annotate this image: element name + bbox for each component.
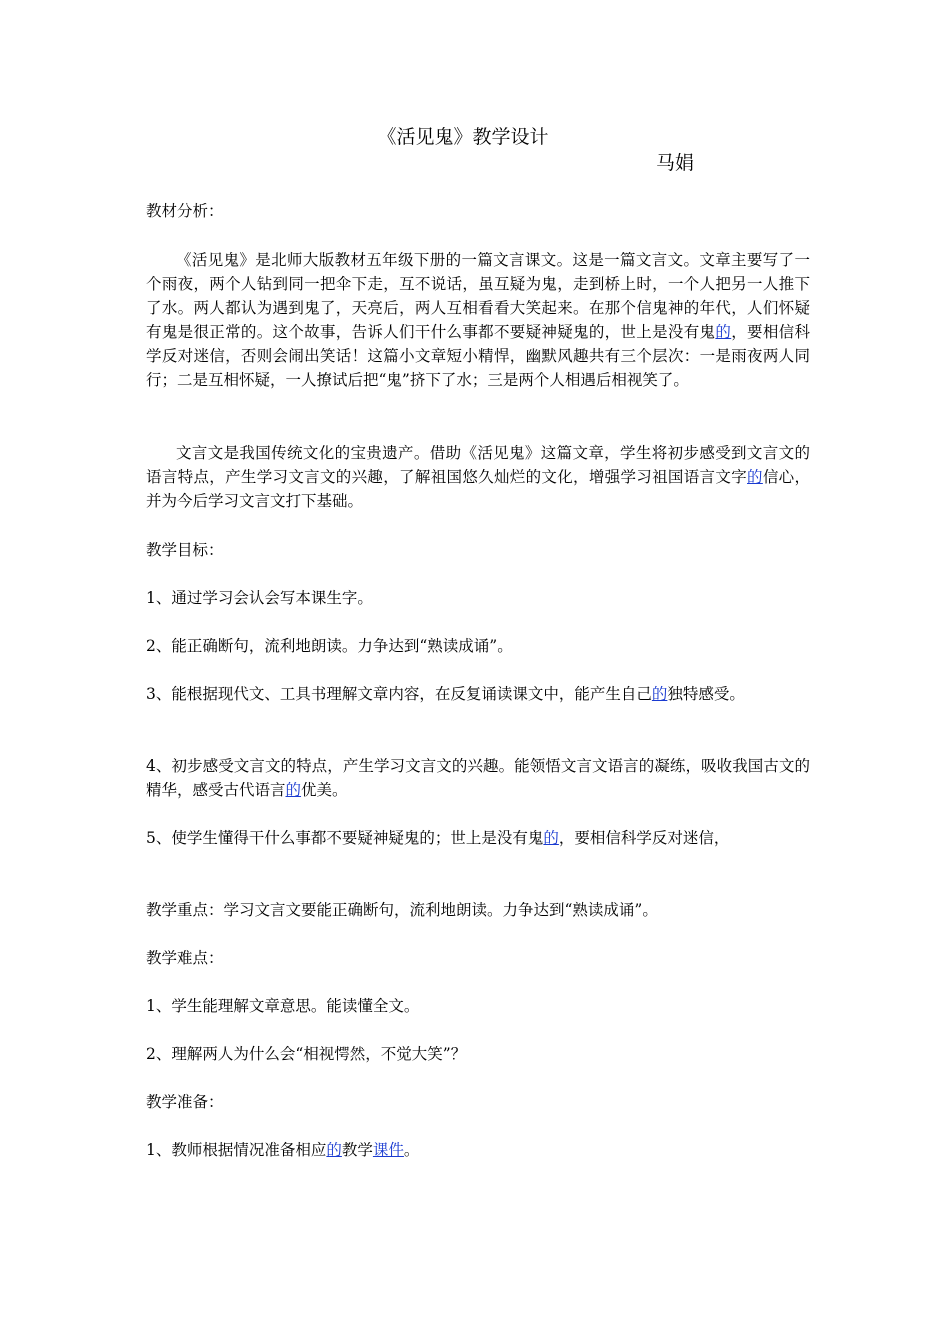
goal-item-3-text-b: 独特感受。 [667, 685, 745, 703]
goal-item-5-text-b: ，要相信科学反对迷信， [558, 829, 730, 847]
prep-item-1-text-a: 1、教师根据情况准备相应 [146, 1141, 327, 1159]
goal-item-4-text-a: 4、初步感受文言文的特点，产生学习文言文的兴趣。能领悟文言文语言的凝练，吸收我国古文的精华，感受古代语言 [146, 757, 810, 799]
section-heading-goals: 教学目标： [146, 541, 224, 559]
hyperlink-de[interactable]: 的 [326, 1141, 342, 1159]
hyperlink-de[interactable]: 的 [543, 829, 559, 847]
analysis-paragraph-1-text-b: ，要相信科学反对迷信，否则会闹出笑话！这篇小文章短小精悍，幽默风趣共有三个层次：一是雨夜两人同行；二是互相怀疑，一人撩试后把“鬼”挤下了水；三是两个人相遇后相视笑了。 [146, 323, 810, 389]
prep-item-1-text-c: 。 [403, 1141, 420, 1159]
goal-item-2: 2、能正确断句，流利地朗读。力争达到“熟读成诵”。 [146, 637, 513, 655]
goal-item-4-text-b: 优美。 [301, 781, 348, 799]
hyperlink-de[interactable]: 的 [715, 323, 732, 341]
hyperlink-courseware[interactable]: 课件 [372, 1141, 404, 1159]
goal-item-5 [146, 826, 810, 850]
author-name: 马娟 [656, 152, 695, 174]
prep-item-1-text-b: 教学 [341, 1141, 373, 1159]
analysis-paragraph-2-text-a: 文言文是我国传统文化的宝贵遗产。借助《活见鬼》这篇文章，学生将初步感受到文言文的语言特点，产生学习文言文的兴趣，了解祖国悠久灿烂的文化，增强学习祖国语言文字 [146, 444, 810, 486]
key-point: 教学重点：学习文言文要能正确断句，流利地朗读。力争达到“熟读成诵”。 [146, 901, 658, 919]
analysis-paragraph-1-text-a: 《活见鬼》是北师大版教材五年级下册的一篇文言课文。这是一篇文言文。文章主要写了一个雨夜，两个人钻到同一把伞下走，互不说话，虽互疑为鬼，走到桥上时，一个人把另一人推下了水。两人都认为遇到鬼了，天亮后，两人互相看看大笑起来。在那个信鬼神的年代，人们怀疑有鬼是很正常的。这个故事，告诉人们干什么事都不要疑神疑鬼的，世上是没有鬼 [146, 251, 810, 341]
difficult-item-2: 2、理解两人为什么会“相视愕然，不觉大笑”？ [146, 1045, 467, 1063]
document-title-text: 《活见鬼》教学设计 [377, 126, 549, 148]
section-heading-prep: 教学准备： [146, 1093, 224, 1111]
prep-item-1 [146, 1138, 810, 1162]
analysis-paragraph-2-text-b: 信心，并为今后学习文言文打下基础。 [146, 468, 810, 510]
goal-item-5-text-a: 5、使学生懂得干什么事都不要疑神疑鬼的；世上是没有鬼 [146, 829, 544, 847]
goal-item-1: 1、通过学习会认会写本课生字。 [146, 589, 373, 607]
difficult-item-1: 1、学生能理解文章意思。能读懂全文。 [146, 997, 420, 1015]
hyperlink-de[interactable]: 的 [285, 781, 302, 799]
goal-item-4 [146, 754, 810, 802]
analysis-paragraph-1 [146, 248, 810, 392]
hyperlink-de[interactable]: 的 [747, 468, 763, 486]
section-heading-analysis: 教材分析： [146, 202, 224, 220]
analysis-paragraph-2 [146, 441, 810, 513]
hyperlink-de[interactable]: 的 [651, 685, 668, 703]
document-title [0, 124, 950, 150]
goal-item-3 [146, 682, 810, 706]
section-heading-difficult: 教学难点： [146, 949, 224, 967]
goal-item-3-text-a: 3、能根据现代文、工具书理解文章内容，在反复诵读课文中，能产生自己 [146, 685, 652, 703]
